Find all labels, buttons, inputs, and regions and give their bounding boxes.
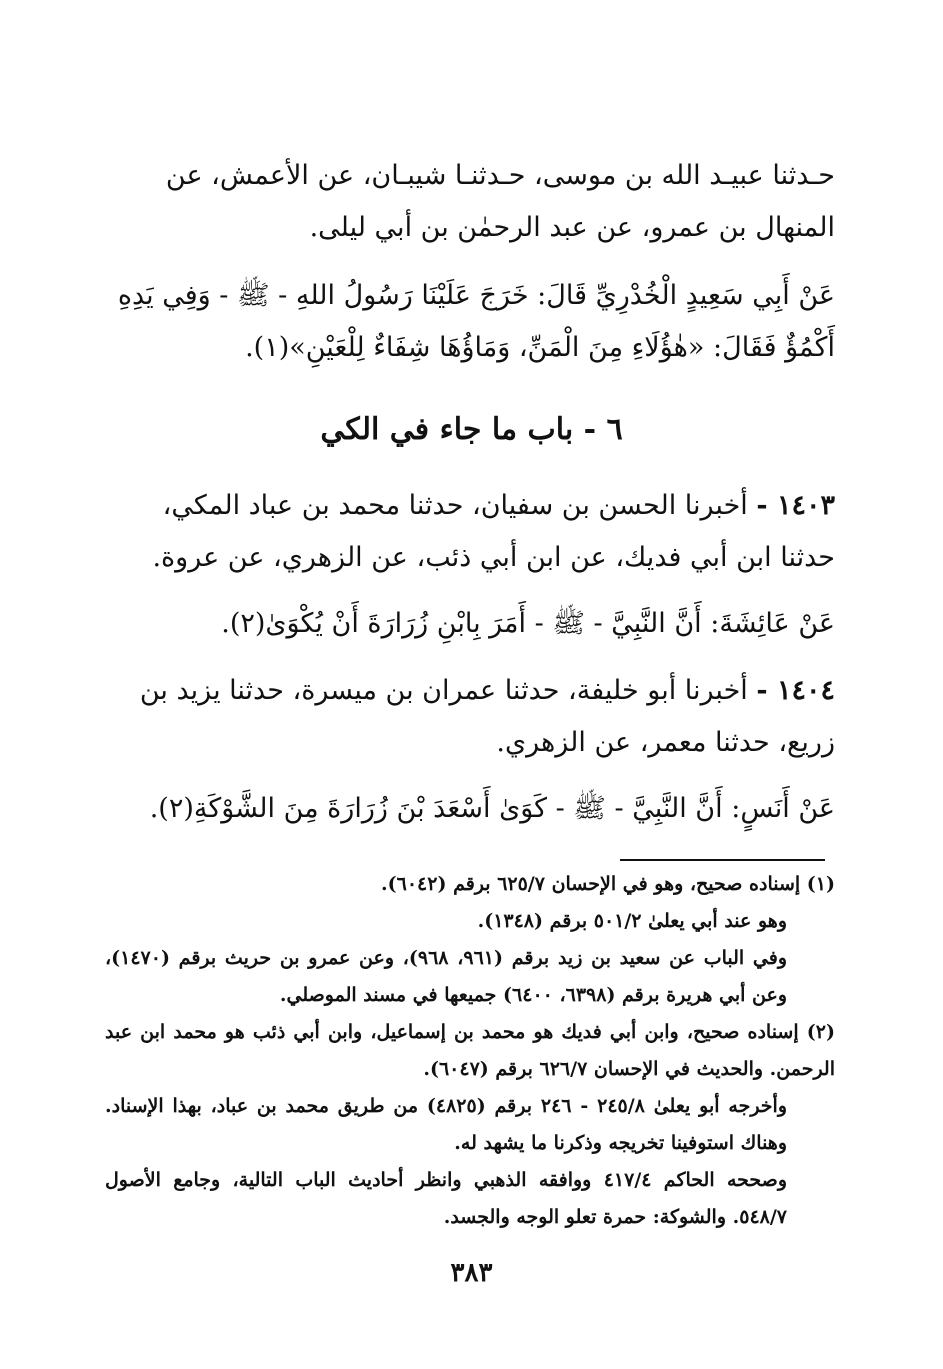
hadith-text: عَنْ أَبِي سَعِيدٍ الْخُدْرِيِّ قَالَ: خَرَجَ عَلَيْنَا رَسُولُ اللهِ - ﷺ - وَفِي يَدِهِ أَكْمُؤٌ فَقَالَ: «هٰؤُلَاءِ مِنَ الْمَنِّ، وَمَاؤُهَا شِفَاءٌ لِلْعَيْنِ»(١).: [117, 280, 835, 363]
footnote-1: (١) إسناده صحيح، وهو في الإحسان ٦٢٥/٧ برقم (٦٠٤٢).: [381, 873, 835, 895]
isnad-paragraph: حـدثنا عبيـد الله بن موسى، حـدثنـا شيبـان، عن الأعمش، عن المنهال بن عمرو، عن عبد الرحمٰن بن أبي ليلى.: [165, 160, 835, 243]
footnote-divider: [620, 859, 825, 861]
hadith-1403-isnad: [105, 480, 835, 584]
hadith-number: ١٤٠٣ -: [756, 490, 835, 521]
isnad-text: أخبرنا أبو خليفة، حدثنا عمران بن ميسرة، حدثنا يزيد بن زريع، حدثنا معمر، عن الزهري.: [139, 675, 835, 758]
footnote-2-cont: وصححه الحاكم ٤١٧/٤ ووافقه الذهبي وانظر أحاديث الباب التالية، وجامع الأصول ٥٤٨/٧. والشوكة: حمرة تعلو الوجه والجسد.: [105, 1169, 787, 1228]
page-number: ٣٨٣: [450, 1258, 493, 1288]
hadith-1403-text: عَنْ عَائِشَةَ: أَنَّ النَّبِيَّ - ﷺ - أَمَرَ بِابْنِ زُرَارَةَ أَنْ يُكْوَىٰ(٢).: [221, 608, 835, 639]
chapter-heading: ٦ - باب ما جاء في الكي: [320, 412, 623, 447]
footnote-1-cont: وفي الباب عن سعيد بن زيد برقم (٩٦١، ٩٦٨)، وعن عمرو بن حريث برقم (١٤٧٠)، وعن أبي هريرة برقم (٦٣٩٨، ٦٤٠٠) جميعها في مسند الموصلي.: [105, 947, 787, 1006]
footnote-2: (٢) إسناده صحيح، وابن أبي فديك هو محمد بن إسماعيل، وابن أبي ذئب هو محمد ابن عبد الرحمن. والحديث في الإحسان ٦٢٦/٧ برقم (٦٠٤٧).: [105, 1021, 835, 1080]
isnad-text: أخبرنا الحسن بن سفيان، حدثنا محمد بن عباد المكي، حدثنا ابن أبي فديك، عن ابن أبي ذئب، عن الزهري، عن عروة.: [152, 490, 835, 573]
hadith-1404-text: عَنْ أَنَسٍ: أَنَّ النَّبِيَّ - ﷺ - كَوَىٰ أَسْعَدَ بْنَ زُرَارَةَ مِنَ الشَّوْكَةِ(٢).: [149, 793, 835, 824]
footnotes: [105, 866, 835, 1236]
footnote-2-cont: وأخرجه أبو يعلىٰ ٢٤٥/٨ - ٢٤٦ برقم (٤٨٢٥) من طريق محمد بن عباد، بهذا الإسناد. وهناك استوفينا تخريجه وذكرنا ما يشهد له.: [105, 1095, 788, 1154]
hadith-number: ١٤٠٤ -: [756, 675, 835, 706]
hadith-1404-isnad: [105, 665, 835, 769]
footnote-1-cont: وهو عند أبي يعلىٰ ٥٠١/٢ برقم (١٣٤٨).: [477, 910, 787, 932]
